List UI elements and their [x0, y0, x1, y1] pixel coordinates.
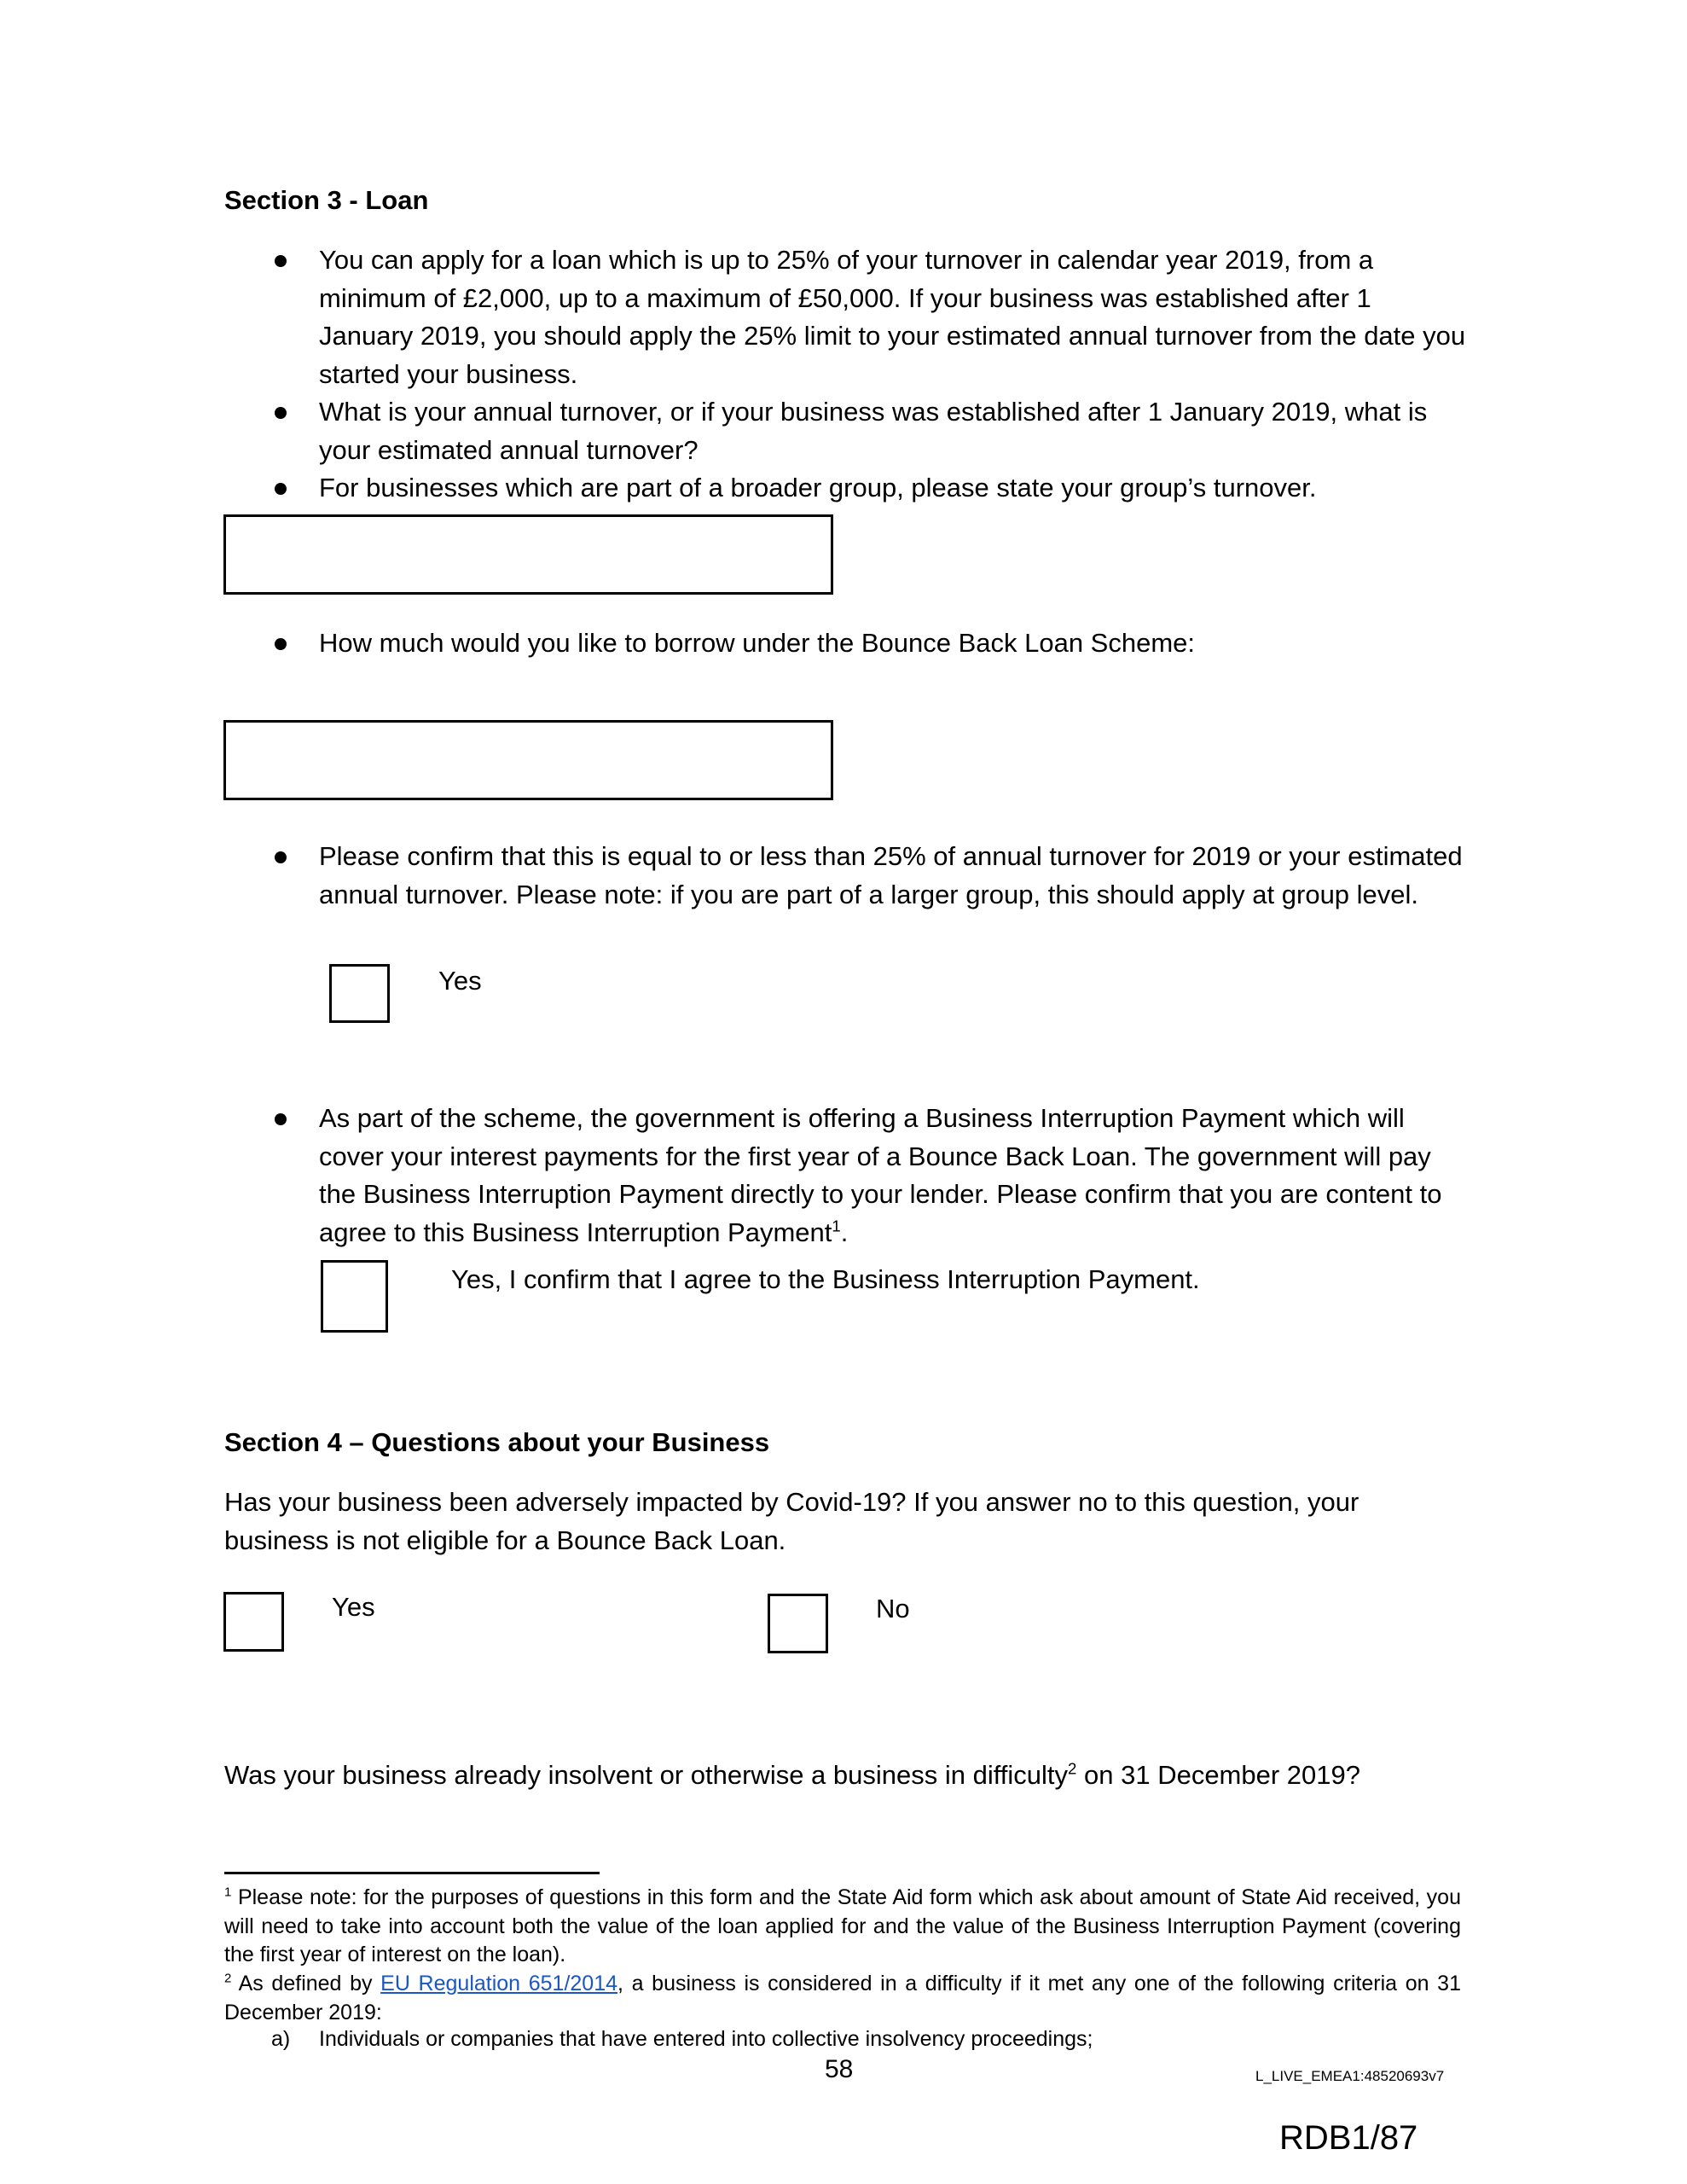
- footnote-2-item-label: a): [271, 2027, 291, 2051]
- bip-confirm-checkbox[interactable]: [321, 1260, 388, 1333]
- loan-eligibility-text: You can apply for a loan which is up to 25% of your turnover in calendar year 2019, from a minimum of £2,000, up to a maximum of £50,000. If your business was established after 1 January 2019, you should apply the 25% limit to your estimated annual turnover from the date you started your business.: [319, 245, 1466, 389]
- insolvency-question: Was your business already insolvent or otherwise a business in difficulty$^2$ on 31 December 2019?: [224, 1759, 1361, 1790]
- bullet-icon: [275, 255, 287, 267]
- page-number: 58: [825, 2055, 854, 2083]
- bullet-icon: [275, 483, 287, 495]
- bip-question: As part of the scheme, the government is offering a Business Interruption Payment which will cover your interest payments for the first year of a Bounce Back Loan. The government will pay the Business Interruption Payment directly to your lender. Please confirm that you are content to agree to this Business Interruption Payment$^1$.: [319, 1103, 1442, 1247]
- footnote-2: $^2$ As defined by EU Regulation 651/2014, a business is considered in a difficulty if it met any one of the following criteria on 31 December 2019:: [224, 1971, 1461, 2024]
- covid-no-checkbox[interactable]: [768, 1594, 828, 1653]
- bip-confirm-label: Yes, I confirm that I agree to the Business Interruption Payment.: [451, 1264, 1200, 1294]
- document-reference: L_LIVE_EMEA1:48520693v7: [1255, 2068, 1445, 2084]
- footnote-2-item-text: Individuals or companies that have entered into collective insolvency proceedings;: [319, 2027, 1093, 2051]
- turnover-input[interactable]: [223, 514, 833, 595]
- group-turnover-note: For businesses which are part of a broader group, please state your group’s turnover.: [319, 473, 1317, 502]
- section-3-heading: Section 3 - Loan: [224, 185, 429, 215]
- confirm-yes-label: Yes: [438, 966, 482, 996]
- bates-stamp: RDB1/87: [1279, 2119, 1418, 2157]
- confirm-yes-checkbox[interactable]: [329, 964, 390, 1023]
- footnote-ref-1: 1: [832, 1217, 841, 1235]
- eu-regulation-link[interactable]: EU Regulation 651/2014: [380, 1972, 618, 1995]
- covid-yes-checkbox[interactable]: [223, 1592, 284, 1652]
- covid-impact-question: Has your business been adversely impacted by Covid-19? If you answer no to this question, your business is not eligible for a Bounce Back Loan.: [224, 1487, 1359, 1555]
- footnote-separator: [224, 1872, 600, 1874]
- bullet-icon: [275, 851, 287, 863]
- confirm-25-percent-question: Please confirm that this is equal to or less than 25% of annual turnover for 2019 or your estimated annual turnover. Please note: if you are part of a larger group, this should apply at group level.: [319, 841, 1463, 909]
- borrow-amount-question: How much would you like to borrow under the Bounce Back Loan Scheme:: [319, 628, 1196, 658]
- bullet-icon: [275, 407, 287, 419]
- bullet-icon: [275, 1113, 287, 1125]
- borrow-amount-input[interactable]: [223, 720, 833, 800]
- covid-no-label: No: [876, 1594, 910, 1623]
- covid-yes-label: Yes: [332, 1592, 375, 1622]
- footnote-ref-2: 2: [1068, 1759, 1077, 1778]
- section-4-heading: Section 4 – Questions about your Business: [224, 1427, 770, 1457]
- bullet-icon: [275, 638, 287, 650]
- footnote-1: $^1$ Please note: for the purposes of questions in this form and the State Aid form which ask about amount of State Aid received, you will need to take into account both the value of the loan applied for and the value of the Business Interruption Payment (covering the first year of interest on the loan).: [224, 1885, 1461, 1966]
- turnover-question: What is your annual turnover, or if your business was established after 1 January 2019, what is your estimated annual turnover?: [319, 397, 1428, 465]
